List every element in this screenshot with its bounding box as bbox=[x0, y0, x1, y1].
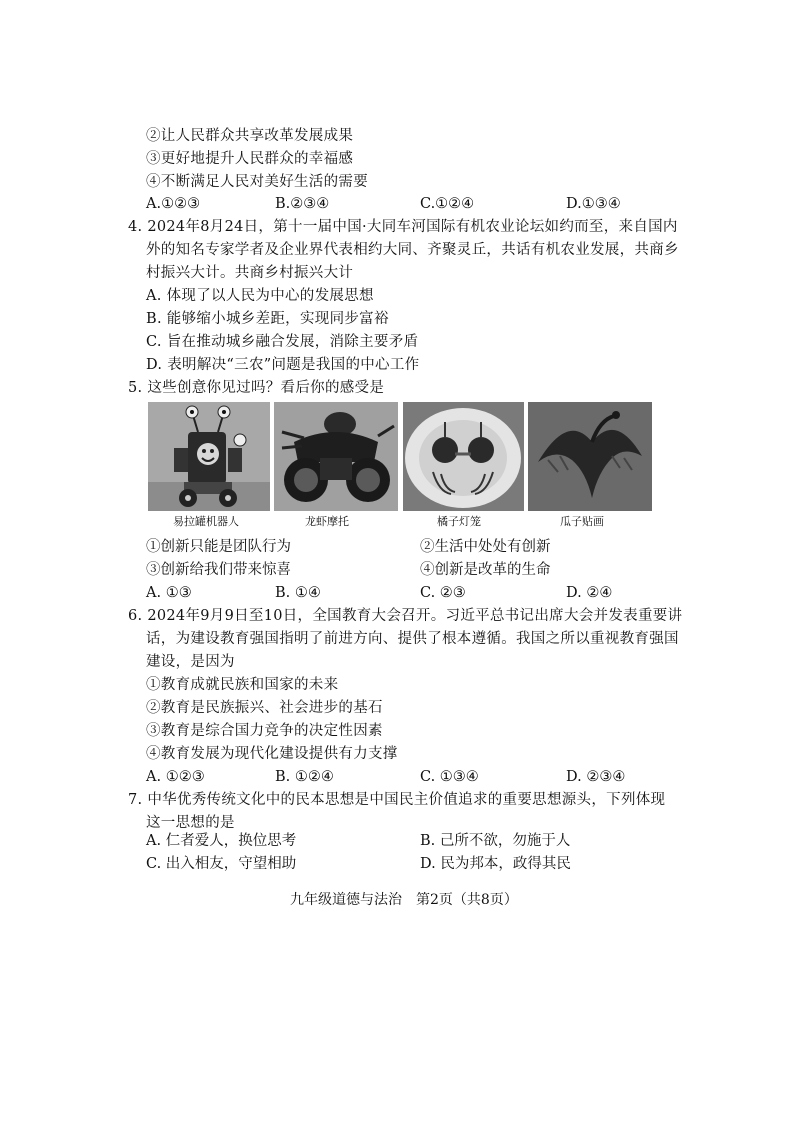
q3-choice-d: D.①③④ bbox=[566, 196, 621, 212]
q4-option-b: B. 能够缩小城乡差距，实现同步富裕 bbox=[146, 311, 389, 327]
q5-option-2: ②生活中处处有创新 bbox=[420, 539, 551, 555]
q6-item-3: ③教育是综合国力竞争的决定性因素 bbox=[146, 723, 383, 739]
q6-item-2: ②教育是民族振兴、社会进步的基石 bbox=[146, 700, 383, 716]
page-footer: 九年级道德与法治 第2页（共8页） bbox=[290, 892, 518, 908]
q3-option-4: ④不断满足人民对美好生活的需要 bbox=[146, 174, 368, 190]
q6-stem-line-2: 话，为建设教育强国指明了前进方向、提供了根本遵循。我国之所以重视教育强国 bbox=[146, 631, 679, 647]
q5-choice-d: D. ②④ bbox=[566, 585, 613, 601]
q5-choice-b: B. ①④ bbox=[275, 585, 321, 601]
q4-option-a: A. 体现了以人民为中心的发展思想 bbox=[146, 288, 374, 304]
q6-choice-b: B. ①②④ bbox=[275, 769, 334, 785]
q6-choice-a: A. ①②③ bbox=[146, 769, 205, 785]
q3-choice-c: C.①②④ bbox=[420, 196, 475, 212]
q4-option-d: D. 表明解决“三农”问题是我国的中心工作 bbox=[146, 357, 420, 373]
orange-lantern-photo bbox=[403, 402, 524, 511]
caption-orange-lantern: 橘子灯笼 bbox=[437, 515, 481, 528]
q7-option-b: B. 己所不欲，勿施于人 bbox=[420, 833, 571, 849]
q6-stem-line-3: 建设，是因为 bbox=[146, 654, 235, 670]
q7-option-c: C. 出入相友，守望相助 bbox=[146, 856, 297, 872]
q7-stem-line-1: 7. 中华优秀传统文化中的民本思想是中国民主价值追求的重要思想源头，下列体现 bbox=[128, 792, 666, 808]
q6-item-4: ④教育发展为现代化建设提供有力支撑 bbox=[146, 746, 398, 762]
q4-stem-line-3: 村振兴大计。共商乡村振兴大计 bbox=[146, 265, 354, 281]
q4-stem-line-1: 4. 2024年8月24日，第十一届中国·大同车河国际有机农业论坛如约而至，来自国内 bbox=[128, 219, 678, 235]
q5-stem: 5. 这些创意你见过吗？看后你的感受是 bbox=[128, 380, 385, 396]
lobster-motorcycle-photo bbox=[274, 402, 398, 511]
q5-option-4: ④创新是改革的生命 bbox=[420, 562, 551, 578]
q7-option-a: A. 仁者爱人，换位思考 bbox=[146, 833, 297, 849]
q6-stem-line-1: 6. 2024年9月9日至10日，全国教育大会召开。习近平总书记出席大会并发表重要讲 bbox=[128, 608, 683, 624]
q3-choice-a: A.①②③ bbox=[146, 196, 201, 212]
q5-option-1: ①创新只能是团队行为 bbox=[146, 539, 291, 555]
q3-option-3: ③更好地提升人民群众的幸福感 bbox=[146, 151, 354, 167]
can-robot-photo bbox=[148, 402, 270, 511]
q4-stem-line-2: 外的知名专家学者及企业界代表相约大同、齐聚灵丘，共话有机农业发展，共商乡 bbox=[146, 242, 679, 258]
caption-lobster-motorcycle: 龙虾摩托 bbox=[305, 515, 349, 528]
q6-item-1: ①教育成就民族和国家的未来 bbox=[146, 677, 339, 693]
q4-option-c: C. 旨在推动城乡融合发展，消除主要矛盾 bbox=[146, 334, 419, 350]
q7-option-d: D. 民为邦本，政得其民 bbox=[420, 856, 571, 872]
q3-choice-b: B.②③④ bbox=[275, 196, 330, 212]
caption-seed-mosaic: 瓜子贴画 bbox=[560, 515, 604, 528]
q3-option-2: ②让人民群众共享改革发展成果 bbox=[146, 128, 354, 144]
seed-mosaic-photo bbox=[528, 402, 652, 511]
caption-can-robot: 易拉罐机器人 bbox=[173, 515, 239, 528]
q6-choice-d: D. ②③④ bbox=[566, 769, 626, 785]
q5-choice-c: C. ②③ bbox=[420, 585, 466, 601]
q5-option-3: ③创新给我们带来惊喜 bbox=[146, 562, 291, 578]
q6-choice-c: C. ①③④ bbox=[420, 769, 479, 785]
q5-choice-a: A. ①③ bbox=[146, 585, 192, 601]
q7-stem-line-2: 这一思想的是 bbox=[146, 815, 235, 831]
